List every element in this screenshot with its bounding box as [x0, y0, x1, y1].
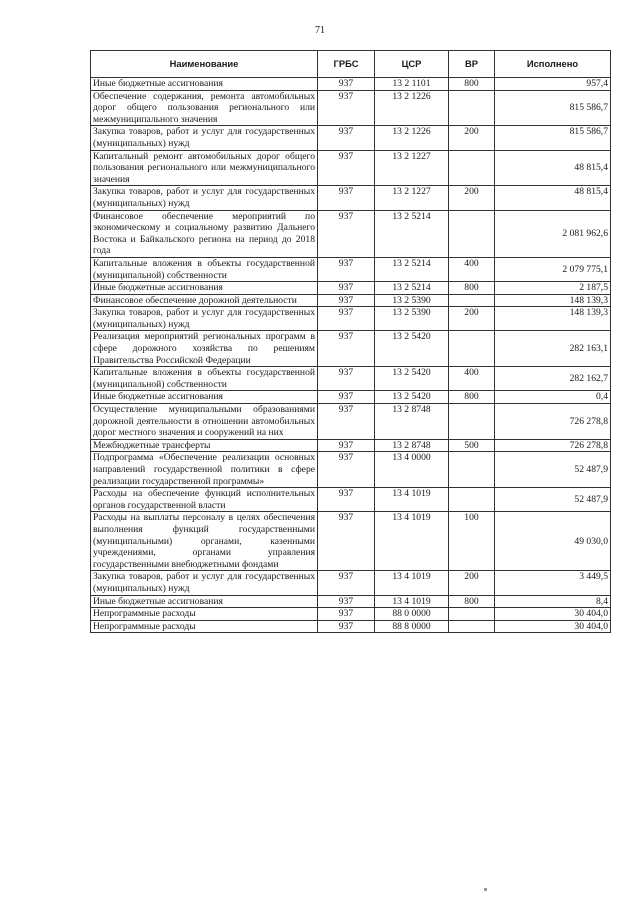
- cell-name: Непрограммные расходы: [91, 608, 318, 621]
- cell-grbs: 937: [318, 367, 375, 391]
- cell-grbs: 937: [318, 512, 375, 571]
- cell-name: Иные бюджетные ассигнования: [91, 78, 318, 91]
- cell-name: Непрограммные расходы: [91, 620, 318, 633]
- cell-grbs: 937: [318, 294, 375, 307]
- cell-name: Закупка товаров, работ и услуг для государственных (муниципальных) нужд: [91, 186, 318, 210]
- scan-speck: [484, 888, 487, 891]
- cell-sum: 2 081 962,6: [495, 210, 611, 257]
- cell-name: Подпрограмма «Обеспечение реализации основных направлений государственной политики в сфере реализации государственной программы»: [91, 452, 318, 488]
- cell-name: Реализация мероприятий региональных программ в сфере дорожного хозяйства по решениям Правительства Российской Федерации: [91, 331, 318, 367]
- cell-sum: 815 586,7: [495, 126, 611, 150]
- cell-name: Капитальные вложения в объекты государственной (муниципальной) собственности: [91, 367, 318, 391]
- cell-name: Иные бюджетные ассигнования: [91, 391, 318, 404]
- cell-grbs: 937: [318, 126, 375, 150]
- cell-grbs: 937: [318, 439, 375, 452]
- cell-name: Закупка товаров, работ и услуг для государственных (муниципальных) нужд: [91, 571, 318, 595]
- cell-grbs: 937: [318, 90, 375, 126]
- cell-vr: [449, 608, 495, 621]
- table-body: [91, 78, 611, 633]
- cell-sum: 2 187,5: [495, 282, 611, 295]
- cell-grbs: 937: [318, 404, 375, 440]
- cell-name: Капитальные вложения в объекты государственной (муниципальной) собственности: [91, 257, 318, 281]
- table-row: [91, 439, 611, 452]
- table-row: [91, 210, 611, 257]
- cell-csr: 13 2 5214: [375, 210, 449, 257]
- cell-vr: [449, 210, 495, 257]
- cell-sum: 30 404,0: [495, 620, 611, 633]
- table-row: [91, 331, 611, 367]
- cell-name: Закупка товаров, работ и услуг для государственных (муниципальных) нужд: [91, 307, 318, 331]
- header-vr: ВР: [449, 51, 495, 78]
- cell-vr: [449, 90, 495, 126]
- cell-name: Расходы на обеспечение функций исполнительных органов государственной власти: [91, 488, 318, 512]
- cell-sum: 282 163,1: [495, 331, 611, 367]
- cell-sum: 48 815,4: [495, 150, 611, 186]
- cell-vr: 500: [449, 439, 495, 452]
- cell-grbs: 937: [318, 488, 375, 512]
- cell-vr: 200: [449, 126, 495, 150]
- cell-sum: 52 487,9: [495, 452, 611, 488]
- cell-vr: [449, 404, 495, 440]
- cell-csr: 88 0 0000: [375, 608, 449, 621]
- cell-name: Финансовое обеспечение дорожной деятельности: [91, 294, 318, 307]
- table-row: [91, 391, 611, 404]
- cell-name: Капитальный ремонт автомобильных дорог общего пользования регионального или межмуниципального значения: [91, 150, 318, 186]
- cell-csr: 13 2 5420: [375, 367, 449, 391]
- table-row: [91, 595, 611, 608]
- table-row: [91, 294, 611, 307]
- table-row: [91, 571, 611, 595]
- cell-sum: 3 449,5: [495, 571, 611, 595]
- header-sum: Исполнено: [495, 51, 611, 78]
- cell-name: Обеспечение содержания, ремонта автомобильных дорог общего пользования регионального или межмуниципального значения: [91, 90, 318, 126]
- cell-csr: 13 2 5420: [375, 331, 449, 367]
- cell-grbs: 937: [318, 186, 375, 210]
- cell-vr: [449, 150, 495, 186]
- table-row: [91, 608, 611, 621]
- cell-grbs: 937: [318, 150, 375, 186]
- cell-sum: 148 139,3: [495, 294, 611, 307]
- table-row: [91, 452, 611, 488]
- cell-csr: 13 2 5214: [375, 282, 449, 295]
- cell-grbs: 937: [318, 210, 375, 257]
- cell-name: Финансовое обеспечение мероприятий по экономическому и социальному развитию Дальнего Востока и Байкальского региона на период до 2018 года: [91, 210, 318, 257]
- header-name: Наименование: [91, 51, 318, 78]
- cell-vr: [449, 620, 495, 633]
- cell-csr: 13 2 1227: [375, 186, 449, 210]
- cell-sum: 726 278,8: [495, 439, 611, 452]
- cell-sum: 52 487,9: [495, 488, 611, 512]
- cell-csr: 13 2 5214: [375, 257, 449, 281]
- table-header-row: [91, 51, 611, 78]
- table-row: [91, 307, 611, 331]
- table-row: [91, 404, 611, 440]
- cell-grbs: 937: [318, 595, 375, 608]
- cell-sum: 815 586,7: [495, 90, 611, 126]
- cell-name: Осуществление муниципальными образованиями дорожной деятельности в отношении автомобильных дорог местного значения и сооружений на них: [91, 404, 318, 440]
- cell-sum: 8,4: [495, 595, 611, 608]
- cell-sum: 0,4: [495, 391, 611, 404]
- table-row: [91, 78, 611, 91]
- cell-grbs: 937: [318, 608, 375, 621]
- cell-sum: 957,4: [495, 78, 611, 91]
- cell-name: Закупка товаров, работ и услуг для государственных (муниципальных) нужд: [91, 126, 318, 150]
- cell-csr: 13 2 5390: [375, 307, 449, 331]
- budget-execution-table: [90, 50, 611, 633]
- table-row: [91, 186, 611, 210]
- cell-grbs: 937: [318, 620, 375, 633]
- table-row: [91, 282, 611, 295]
- cell-vr: 100: [449, 512, 495, 571]
- table-row: [91, 620, 611, 633]
- cell-sum: 49 030,0: [495, 512, 611, 571]
- cell-sum: 2 079 775,1: [495, 257, 611, 281]
- table-row: [91, 90, 611, 126]
- cell-csr: 13 4 1019: [375, 512, 449, 571]
- cell-csr: 88 8 0000: [375, 620, 449, 633]
- cell-vr: 200: [449, 571, 495, 595]
- table-row: [91, 126, 611, 150]
- cell-name: Иные бюджетные ассигнования: [91, 595, 318, 608]
- cell-csr: 13 2 8748: [375, 404, 449, 440]
- cell-grbs: 937: [318, 571, 375, 595]
- page-number: 71: [315, 25, 325, 36]
- cell-vr: [449, 488, 495, 512]
- cell-csr: 13 2 1226: [375, 126, 449, 150]
- cell-vr: 200: [449, 186, 495, 210]
- cell-vr: 800: [449, 391, 495, 404]
- cell-vr: 800: [449, 78, 495, 91]
- cell-sum: 148 139,3: [495, 307, 611, 331]
- cell-csr: 13 4 0000: [375, 452, 449, 488]
- cell-grbs: 937: [318, 331, 375, 367]
- cell-grbs: 937: [318, 78, 375, 91]
- header-csr: ЦСР: [375, 51, 449, 78]
- cell-csr: 13 2 1227: [375, 150, 449, 186]
- table-row: [91, 488, 611, 512]
- cell-csr: 13 2 1101: [375, 78, 449, 91]
- cell-name: Межбюджетные трансферты: [91, 439, 318, 452]
- cell-vr: 400: [449, 367, 495, 391]
- cell-vr: 800: [449, 595, 495, 608]
- header-grbs: ГРБС: [318, 51, 375, 78]
- cell-csr: 13 2 8748: [375, 439, 449, 452]
- cell-vr: [449, 331, 495, 367]
- cell-grbs: 937: [318, 391, 375, 404]
- cell-grbs: 937: [318, 282, 375, 295]
- cell-vr: [449, 452, 495, 488]
- cell-csr: 13 2 5390: [375, 294, 449, 307]
- cell-csr: 13 4 1019: [375, 595, 449, 608]
- cell-vr: 200: [449, 307, 495, 331]
- table-row: [91, 150, 611, 186]
- cell-grbs: 937: [318, 307, 375, 331]
- cell-csr: 13 4 1019: [375, 488, 449, 512]
- cell-sum: 282 162,7: [495, 367, 611, 391]
- cell-name: Расходы на выплаты персоналу в целях обеспечения выполнения функций государственными (муниципальными) органами, казенными учреждениями, органами управления государственными внебюджетными фондами: [91, 512, 318, 571]
- cell-csr: 13 2 1226: [375, 90, 449, 126]
- cell-vr: [449, 294, 495, 307]
- table-row: [91, 512, 611, 571]
- cell-grbs: 937: [318, 452, 375, 488]
- table-row: [91, 367, 611, 391]
- cell-grbs: 937: [318, 257, 375, 281]
- cell-sum: 30 404,0: [495, 608, 611, 621]
- cell-vr: 400: [449, 257, 495, 281]
- cell-csr: 13 2 5420: [375, 391, 449, 404]
- cell-name: Иные бюджетные ассигнования: [91, 282, 318, 295]
- cell-sum: 48 815,4: [495, 186, 611, 210]
- table-row: [91, 257, 611, 281]
- cell-sum: 726 278,8: [495, 404, 611, 440]
- cell-csr: 13 4 1019: [375, 571, 449, 595]
- cell-vr: 800: [449, 282, 495, 295]
